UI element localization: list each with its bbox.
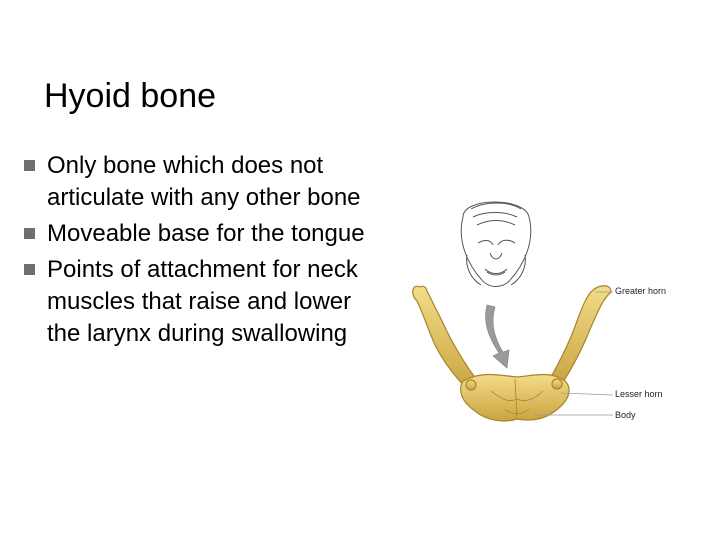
bullet-text: Points of attachment for neck muscles that raise and lower the larynx during swallowing (47, 256, 358, 347)
square-bullet-icon (24, 228, 35, 239)
hyoid-diagram (405, 195, 715, 445)
bullet-text: Moveable base for the tongue (47, 220, 365, 247)
bullet-list (22, 150, 382, 354)
square-bullet-icon (24, 160, 35, 171)
bullet-text: Only bone which does not articulate with any other bone (47, 152, 361, 211)
right-greater-horn (551, 286, 611, 385)
left-lesser-horn (466, 380, 476, 390)
head-outline (461, 202, 531, 287)
left-greater-horn (413, 286, 479, 391)
bullet-item (22, 254, 382, 350)
greater-horn-label: Greater horn (615, 286, 667, 296)
square-bullet-icon (24, 264, 35, 275)
bullet-item (22, 150, 382, 214)
lesser-horn-label: Lesser horn (615, 389, 663, 399)
right-lesser-horn (552, 379, 562, 389)
body-label: Body (615, 410, 636, 420)
slide-title: Hyoid bone (44, 77, 217, 115)
arrow-icon (486, 305, 510, 368)
hyoid-bone-illustration (405, 195, 715, 445)
bullet-item (22, 218, 382, 250)
